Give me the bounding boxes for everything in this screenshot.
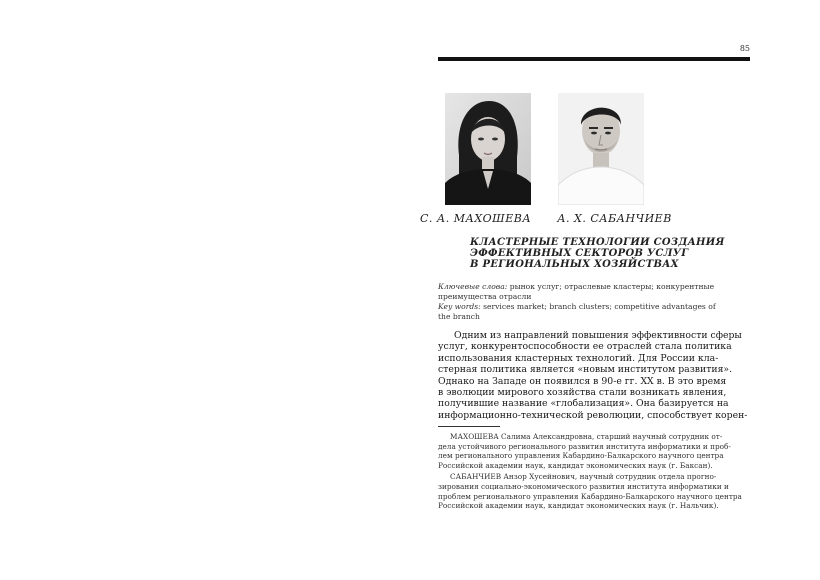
body-paragraph [438,330,751,421]
authors-line [420,212,672,225]
footnotes [438,432,751,511]
body-line: получившие название «глобализация». Она базируется на [438,398,729,410]
body-line: стерная политика является «новым институтом развития». [438,364,733,376]
footnote-line: МАХОШЕВА Салима Александровна, старший научный сотрудник от- [450,432,723,441]
footnote-line: САБАНЧИЕВ Анзор Хусейнович, научный сотрудник отдела прогно- [450,472,717,482]
footnote-line: Российской академии наук, кандидат экономических наук (г. Нальчик). [438,501,719,511]
footnote-line: лем регионального управления Кабардино-Балкарского научного центра [438,451,724,461]
body-line: услуг, конкурентоспособности ее отраслей стала политика [438,341,732,353]
footnote-line: зирования социально-экономического развития института информатики и [438,481,729,491]
body-line: Однако на Западе он появился в 90-е гг. XX в. В это время [438,375,727,387]
footnote-line: проблем регионального управления Кабардино-Балкарского научного центра [438,491,742,501]
footnote-line: Российской академии наук, кандидат экономических наук (г. Баксан). [438,460,713,470]
title-line: В РЕГИОНАЛЬНЫХ ХОЗЯЙСТВАХ [470,259,679,270]
body-line: в эволюции мирового хозяйства стали возникать явления, [438,387,727,399]
title-line: КЛАСТЕРНЫЕ ТЕХНОЛОГИИ СОЗДАНИЯ [470,237,725,248]
title-line: ЭФФЕКТИВНЫХ СЕКТОРОВ УСЛУГ [470,248,689,259]
article-title [470,237,760,270]
header-rule [438,57,750,61]
keywords-ru-text: рынок услуг; отраслевые кластеры; конкурентные [509,282,715,291]
body-line: информационно-технической революции, способствует корен- [438,409,748,421]
footnote-line: дела устойчивого регионального развития института информатики и проб- [438,441,731,451]
keywords-en-line-2: the branch [438,312,480,321]
body-line: использования кластерных технологий. Для России кла- [438,352,719,364]
footnote-rule [438,426,500,427]
keywords-en-line-1 [438,302,751,312]
keywords-en-text: services market; branch clusters; competitive advantages of [483,302,716,311]
author-photo-sabanchiev [558,93,644,205]
keywords-ru-line-1 [438,282,751,292]
keywords-ru-label: Ключевые слова: [438,282,508,291]
keywords-block [438,282,751,322]
body-line: Одним из направлений повышения эффективности сферы [454,330,742,341]
keywords-ru-line-2: преимущества отрасли [438,292,532,301]
keywords-en-label: Key words: [438,302,481,311]
page-number: 85 [739,44,750,53]
author-1: С. А. МАХОШЕВА [420,212,532,225]
author-photo-makhosheva [445,93,531,205]
author-2: А. Х. САБАНЧИЕВ [557,212,672,225]
